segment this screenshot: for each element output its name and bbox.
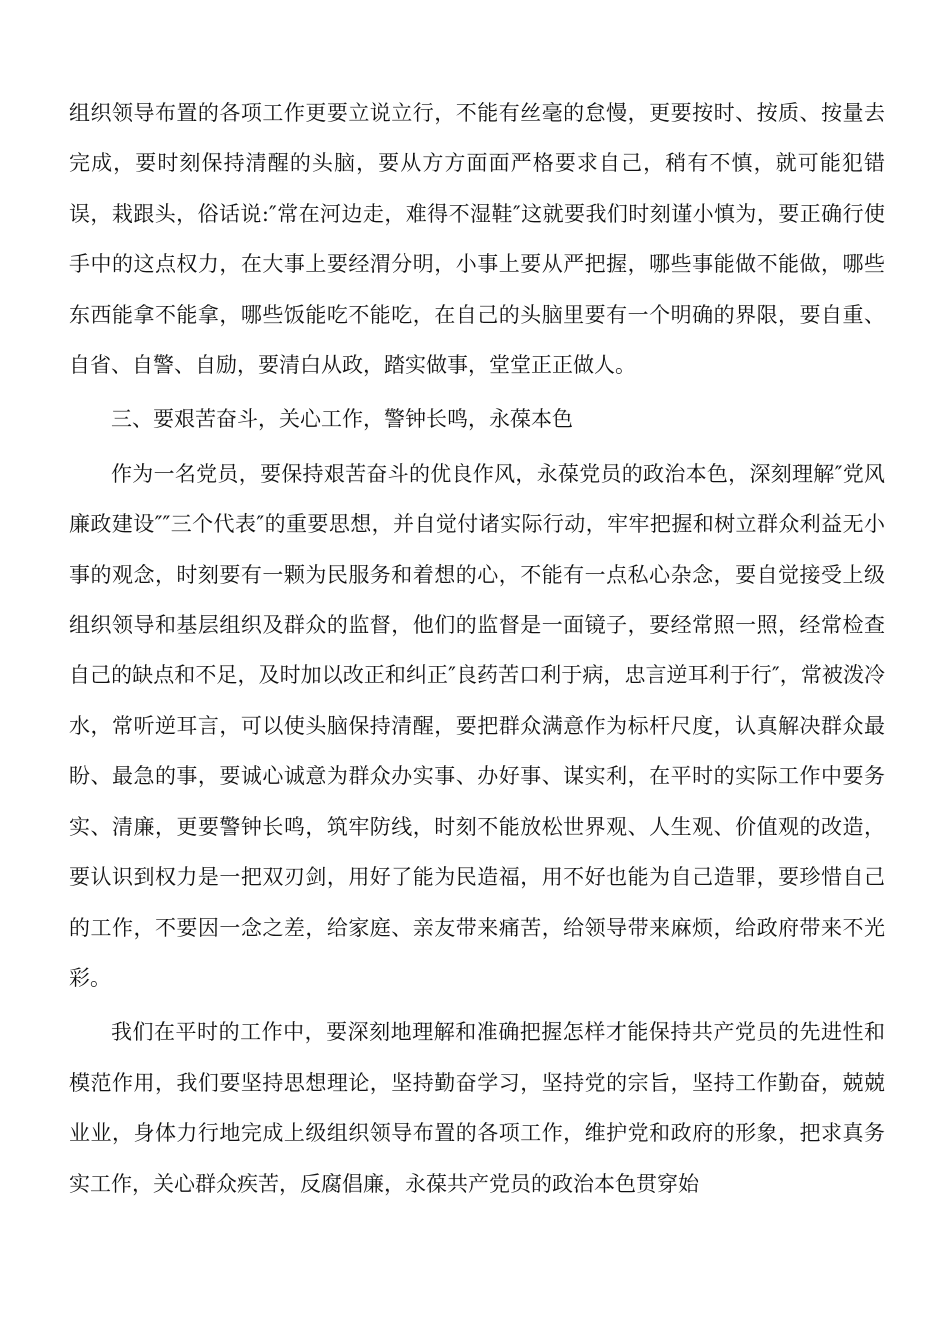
document-body bbox=[69, 88, 885, 1209]
section-heading: 三、要艰苦奋斗，关心工作，警钟长鸣，永葆本色 bbox=[111, 407, 573, 432]
paragraph: 我们在平时的工作中，要深刻地理解和准确把握怎样才能保持共产党员的先进性和模范作用，我们要坚持思想理论，坚持勤奋学习，坚持党的宗旨，坚持工作勤奋，兢兢业业，身体力行地完成上级组织领导布置的各项工作，维护党和政府的形象，把求真务实工作，关心群众疾苦，反腐倡廉，永葆共产党员的政治本色贯穿始 bbox=[69, 1020, 885, 1196]
paragraph: 作为一名党员，要保持艰苦奋斗的优良作风，永葆党员的政治本色，深刻理解″党风廉政建设″″三个代表″的重要思想，并自觉付诸实际行动，牢牢把握和树立群众利益无小事的观念，时刻要有一颗为民服务和着想的心，不能有一点私心杂念，要自觉接受上级组织领导和基层组织及群众的监督，他们的监督是一面镜子，要经常照一照，经常检查自己的缺点和不足，及时加以改正和纠正″良药苦口利于病，忠言逆耳利于行″，常被泼冷水，常听逆耳言，可以使头脑保持清醒，要把群众满意作为标杆尺度，认真解决群众最盼、最急的事，要诚心诚意为群众办实事、办好事、谋实利，在平时的实际工作中要务实、清廉，更要警钟长鸣，筑牢防线，时刻不能放松世界观、人生观、价值观的改造，要认识到权力是一把双刃剑，用好了能为民造福，用不好也能为自己造罪，要珍惜自己的工作，不要因一念之差，给家庭、亲友带来痛苦，给领导带来麻烦，给政府带来不光彩。 bbox=[69, 461, 885, 990]
paragraph-continuation: 组织领导布置的各项工作更要立说立行，不能有丝毫的怠慢，更要按时、按质、按量去完成，要时刻保持清醒的头脑，要从方方面面严格要求自己，稍有不慎，就可能犯错误，栽跟头，俗话说:″常在河边走，难得不湿鞋″这就要我们时刻谨小慎为，要正确行使手中的这点权力，在大事上要经渭分明，小事上要从严把握，哪些事能做不能做，哪些东西能拿不能拿，哪些饭能吃不能吃，在自己的头脑里要有一个明确的界限，要自重、自省、自警、自励，要清白从政，踏实做事，堂堂正正做人。 bbox=[69, 101, 885, 378]
